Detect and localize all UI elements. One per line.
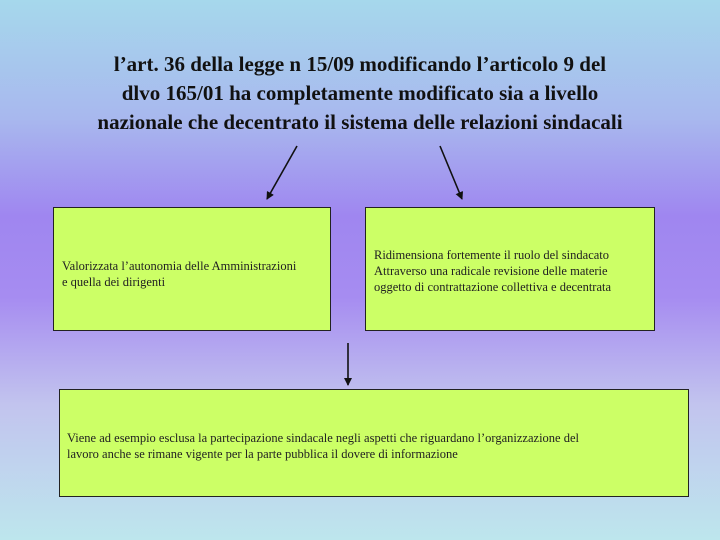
box-autonomy-line-2: e quella dei dirigenti bbox=[62, 275, 166, 289]
title-line-1: l’art. 36 della legge n 15/09 modificando l’articolo 9 del bbox=[113, 52, 607, 76]
box-example-line-1: Viene ad esempio esclusa la partecipazione sindacale negli aspetti che riguardano l’organizzazione del bbox=[67, 431, 579, 445]
arrow-to-right-box bbox=[440, 146, 462, 199]
box-union-role-line-3: oggetto di contrattazione collettiva e decentrata bbox=[374, 280, 612, 294]
box-example bbox=[59, 389, 689, 497]
box-example-line-2: lavoro anche se rimane vigente per la parte pubblica il dovere di informazione bbox=[67, 447, 458, 461]
box-union-role-line-2: Attraverso una radicale revisione delle materie bbox=[374, 264, 608, 278]
arrow-to-left-box bbox=[267, 146, 297, 199]
box-autonomy-line-1: Valorizzata l’autonomia delle Amministrazioni bbox=[62, 259, 297, 273]
box-autonomy bbox=[53, 207, 331, 331]
title-line-2: dlvo 165/01 ha completamente modificato sia a livello bbox=[121, 81, 599, 105]
box-union-role-line-1: Ridimensiona fortemente il ruolo del sindacato bbox=[374, 248, 610, 262]
box-union-role bbox=[365, 207, 655, 331]
title-line-3: nazionale che decentrato il sistema delle relazioni sindacali bbox=[97, 110, 623, 134]
